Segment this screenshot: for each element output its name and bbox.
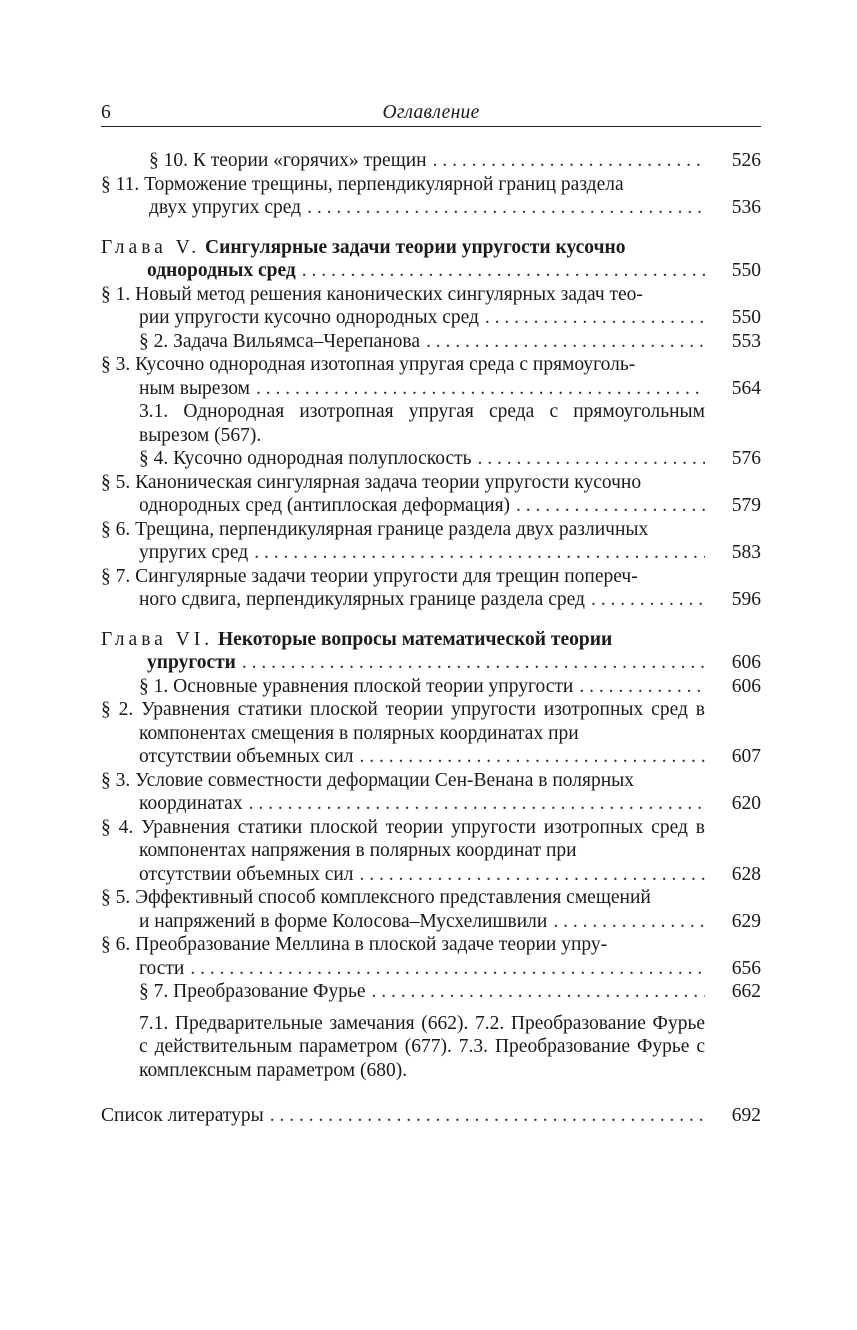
- toc-entry-6-3[interactable]: [101, 769, 761, 816]
- dot-leader: [254, 541, 705, 565]
- page-ref: 526: [731, 150, 761, 171]
- entry-title: Список литературы: [101, 1105, 264, 1126]
- entry-title: § 7. Преобразование Фурье: [139, 981, 366, 1002]
- entry-title-cont: отсутствии объемных сил: [139, 863, 354, 885]
- dot-leader: [591, 588, 705, 612]
- entry-title: § 3. Условие совместности деформации Сен-Венана в полярных: [101, 769, 634, 791]
- toc-entry-10-hot-cracks[interactable]: [101, 149, 761, 173]
- toc-chapter-5[interactable]: [101, 236, 761, 283]
- chapter-title-cont: упругости: [147, 652, 236, 673]
- dot-leader: [553, 910, 705, 934]
- page-ref: 536: [731, 197, 761, 218]
- toc-entry-11-crack-braking[interactable]: [101, 173, 761, 220]
- toc-entry-5-4[interactable]: [101, 447, 761, 471]
- page-ref: 662: [731, 981, 761, 1002]
- dot-leader: [270, 1104, 705, 1128]
- entry-title-cont: гости: [139, 957, 185, 979]
- toc-subentry-6-7[interactable]: 7.1. Предварительные замечания (662). 7.2. Преобразование Фурье с действительным параметром (677). 7.3. Преобразование Фурье с комплексным параметром (680).: [139, 1012, 705, 1081]
- toc-entry-bibliography[interactable]: [101, 1104, 761, 1128]
- page-ref: 606: [731, 652, 761, 673]
- toc-entry-6-2[interactable]: [101, 698, 761, 769]
- dot-leader: [307, 196, 705, 220]
- toc-subentry-5-3-1[interactable]: 3.1. Однородная изотропная упругая среда с прямоугольным вырезом (567).: [139, 401, 705, 446]
- page-header: [101, 102, 761, 127]
- dot-leader: [249, 792, 705, 816]
- dot-leader: [302, 259, 705, 283]
- toc-entry-5-5[interactable]: [101, 471, 761, 518]
- entry-title: § 1. Новый метод решения канонических сингулярных задач тео-: [101, 283, 643, 305]
- page-ref: 606: [731, 675, 761, 697]
- chapter-title: Некоторые вопросы математической теории: [218, 628, 613, 650]
- dot-leader: [485, 306, 705, 330]
- dot-leader: [478, 447, 705, 471]
- toc-entry-5-2[interactable]: [101, 330, 761, 354]
- page-ref: 620: [731, 793, 761, 814]
- toc-entry-6-4[interactable]: [101, 816, 761, 887]
- dot-leader: [360, 863, 705, 887]
- page-ref: 628: [731, 863, 761, 885]
- table-of-contents: [101, 149, 761, 1128]
- page-ref: 583: [731, 542, 761, 563]
- dot-leader: [242, 651, 705, 675]
- entry-title: § 6. Преобразование Меллина в плоской задаче теории упру-: [101, 934, 608, 955]
- entry-title: § 11. Торможение трещины, перпендикулярной границ раздела: [101, 173, 624, 195]
- page-ref: 550: [731, 260, 761, 281]
- entry-title-cont: ного сдвига, перпендикулярных границе раздела сред: [139, 589, 585, 610]
- toc-entry-6-6[interactable]: [101, 933, 761, 980]
- chapter-title-cont: однородных сред: [147, 260, 296, 281]
- entry-title: § 1. Основные уравнения плоской теории упругости: [139, 675, 574, 697]
- entry-title-cont: однородных сред (антиплоская деформация): [139, 495, 511, 516]
- page-ref: 564: [731, 377, 761, 399]
- entry-title-cont: двух упругих сред: [149, 197, 302, 218]
- entry-title: § 7. Сингулярные задачи теории упругости для трещин попереч-: [101, 565, 638, 587]
- dot-leader: [190, 957, 705, 981]
- running-title: Оглавление: [382, 102, 480, 123]
- entry-title: § 10. К теории «горячих» трещин: [149, 150, 427, 171]
- page-ref: 550: [731, 307, 761, 328]
- dot-leader: [426, 330, 705, 354]
- entry-title: § 3. Кусочно однородная изотопная упругая среда с прямоуголь-: [101, 354, 636, 375]
- page-ref: 596: [731, 589, 761, 610]
- toc-entry-5-1[interactable]: [101, 283, 761, 330]
- dot-leader: [433, 149, 705, 173]
- entry-title: § 5. Эффективный способ комплексного представления смещений: [101, 887, 651, 908]
- entry-title-cont: и напряжений в форме Колосова–Мусхелишвили: [139, 910, 548, 932]
- dot-leader: [360, 745, 705, 769]
- dot-leader: [579, 675, 705, 699]
- entry-title-cont: упругих сред: [139, 542, 249, 563]
- page-number: 6: [101, 102, 111, 123]
- page-ref: 607: [731, 746, 761, 767]
- entry-title-cont: ным вырезом: [139, 377, 251, 399]
- entry-title-cont: рии упругости кусочно однородных сред: [139, 307, 479, 328]
- toc-entry-6-5[interactable]: [101, 886, 761, 933]
- toc-entry-5-6[interactable]: [101, 518, 761, 565]
- toc-entry-5-7[interactable]: [101, 565, 761, 612]
- page-ref: 579: [731, 495, 761, 516]
- entry-title-cont: координатах: [139, 793, 243, 814]
- page-ref: 656: [731, 957, 761, 979]
- entry-title: § 4. Уравнения статики плоской теории упругости изотропных сред в компонентах напряжения в полярных координат при: [101, 816, 705, 861]
- toc-entry-6-7[interactable]: [101, 980, 761, 1004]
- entry-title-cont: отсутствии объемных сил: [139, 746, 354, 767]
- page-ref: 629: [731, 910, 761, 932]
- dot-leader: [372, 980, 706, 1004]
- dot-leader: [256, 377, 705, 401]
- entry-title: § 6. Трещина, перпендикулярная границе раздела двух различных: [101, 518, 649, 540]
- entry-title: § 2. Уравнения статики плоской теории упругости изотропных сред в компонентах смещения в полярных координатах при: [101, 699, 705, 744]
- chapter-title: Сингулярные задачи теории упругости кусочно: [205, 236, 626, 258]
- page-ref: 692: [731, 1105, 761, 1126]
- page-ref: 576: [731, 448, 761, 469]
- toc-chapter-6[interactable]: [101, 628, 761, 675]
- chapter-label: Глава V.: [101, 236, 201, 258]
- chapter-label: Глава VI.: [101, 628, 214, 650]
- toc-entry-5-3[interactable]: [101, 353, 761, 400]
- page-ref: 553: [731, 330, 761, 352]
- toc-entry-6-1[interactable]: [101, 675, 761, 699]
- entry-title: § 4. Кусочно однородная полуплоскость: [139, 448, 472, 469]
- dot-leader: [516, 494, 705, 518]
- entry-title: § 5. Каноническая сингулярная задача теории упругости кусочно: [101, 471, 642, 493]
- entry-title: § 2. Задача Вильямса–Черепанова: [139, 330, 420, 352]
